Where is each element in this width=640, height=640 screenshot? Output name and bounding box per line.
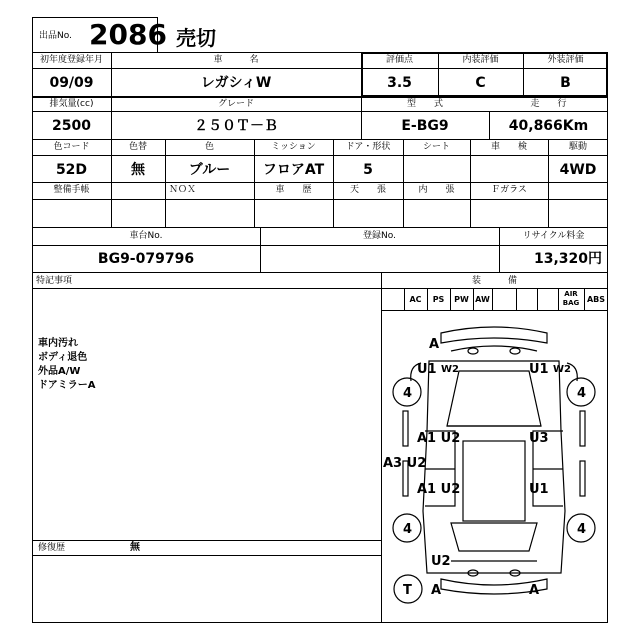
windshield-outline	[447, 371, 541, 426]
mark-right-front-fender-w: W2	[553, 364, 571, 375]
mark-right-front-tire: 4	[577, 386, 587, 401]
first-reg-label: 初年度登録年月	[39, 55, 103, 65]
color-code-label: 色コード	[53, 142, 90, 152]
sunroof-label: 天 張	[349, 185, 386, 195]
color-change-value: 無	[131, 162, 145, 178]
transmission-value: フロアAT	[262, 162, 325, 178]
equip-ac: AC	[409, 295, 422, 304]
displacement-value: 2500	[52, 118, 91, 134]
mark-left-front-door: A1 U2	[417, 431, 461, 446]
note-line: 車内汚れ	[38, 338, 78, 349]
equip-airbag	[558, 290, 584, 308]
doors-label: ドア・形状	[345, 142, 391, 152]
notes-label: 特記事項	[36, 276, 73, 286]
mark-left-side-sill: A3 U2	[383, 456, 427, 471]
model-value: E-BG9	[401, 118, 449, 134]
sale-status: 売切	[176, 26, 216, 50]
roof-outline	[463, 441, 525, 521]
mark-left-rear-tire: 4	[403, 522, 413, 537]
score-value: 3.5	[387, 75, 412, 91]
grade-value: ２５０Ｔ－Ｂ	[194, 118, 278, 134]
note-line: ボディ退色	[38, 352, 88, 363]
lot-number: 2086	[89, 18, 167, 51]
mark-rear-gate: U2	[431, 554, 451, 569]
history-label: 車 歴	[275, 185, 312, 195]
service-book-label: 整備手帳	[53, 185, 90, 195]
drive-label: 駆動	[568, 142, 587, 152]
seats-label: シート	[422, 142, 450, 152]
mileage-value: 40,866Km	[508, 118, 589, 134]
color-code-value: 52D	[55, 162, 88, 178]
mark-left-front-tire: 4	[403, 386, 413, 401]
mark-right-rear-door: U1	[529, 482, 549, 497]
interior-label: 内装評価	[462, 55, 499, 65]
exterior-label: 外装評価	[547, 55, 584, 65]
model-label: 型 式	[406, 99, 443, 109]
exterior-value: B	[560, 75, 571, 91]
f-glass-label: Ｆガラス	[491, 185, 527, 195]
repair-label: 修復歴	[38, 543, 66, 553]
first-reg-value: 09/09	[49, 75, 94, 91]
car-diagram	[381, 311, 608, 623]
mark-right-front-fender: U1	[529, 362, 549, 377]
car-name-value: レガシィW	[200, 75, 272, 91]
equip-airbag-text: AIR BAG	[562, 290, 580, 307]
mark-rear-left: A	[431, 583, 442, 598]
recycle-label: リサイクル料金	[522, 231, 585, 241]
interior-value: C	[475, 75, 486, 91]
interior-roof-label: 内 張	[418, 185, 455, 195]
mileage-label: 走 行	[530, 99, 567, 109]
equip-pw: PW	[454, 295, 469, 304]
lot-label: 出品No.	[39, 31, 72, 41]
recycle-value: 13,320円	[533, 251, 602, 267]
note-line: ドアミラーA	[38, 380, 96, 391]
mark-left-rear-door: A1 U2	[417, 482, 461, 497]
mark-front-bumper: A	[429, 337, 440, 352]
transmission-label: ミッション	[271, 142, 316, 152]
front-bumper-outline	[441, 327, 547, 343]
registration-label: 登録No.	[363, 231, 396, 241]
equip-aw: AW	[475, 295, 490, 304]
chassis-value: BG9-079796	[97, 251, 195, 267]
equip-ps: PS	[432, 295, 445, 304]
color-label: 色	[204, 142, 214, 152]
inspection-label: 車 検	[490, 142, 527, 152]
chassis-label: 車台No.	[129, 231, 163, 241]
color-value: ブルー	[188, 162, 231, 178]
car-name-label: 車 名	[213, 55, 259, 65]
mark-spare: T	[403, 583, 412, 598]
mark-left-front-fender-w: W2	[441, 364, 459, 375]
doors-value: 5	[363, 162, 373, 178]
grade-label: グレード	[217, 99, 254, 109]
note-line: 外品A/W	[38, 366, 81, 377]
rear-glass-outline	[451, 523, 537, 551]
mark-rear-right: A	[529, 583, 540, 598]
equip-abs: ABS	[586, 295, 606, 304]
body-outline	[423, 361, 565, 573]
mark-right-rear-tire: 4	[577, 522, 587, 537]
nox-label: ＮＯＸ	[168, 185, 196, 195]
repair-value: 無	[130, 542, 140, 553]
mark-right-front-door: U3	[529, 431, 549, 446]
lot-box	[32, 17, 167, 53]
mark-left-front-fender: U1	[417, 362, 437, 377]
drive-value: 4WD	[559, 162, 597, 178]
displacement-label: 排気量(cc)	[49, 99, 94, 109]
color-change-label: 色替	[128, 142, 147, 152]
score-label: 評価点	[385, 55, 413, 65]
equipment-label: 装 備	[471, 276, 517, 286]
